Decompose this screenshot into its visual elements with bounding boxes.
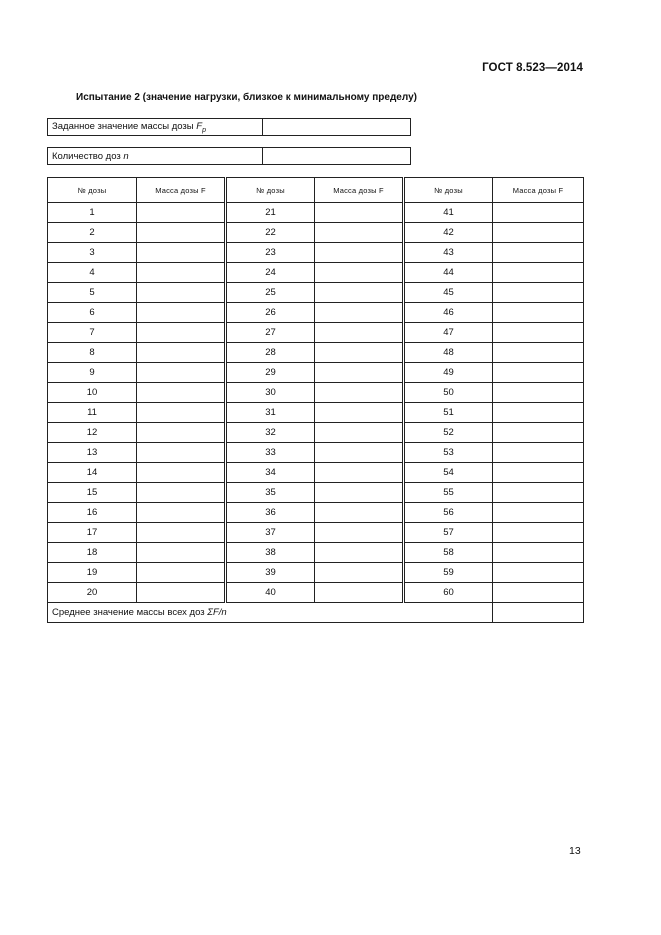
dose-mass-cell[interactable] xyxy=(315,483,404,503)
dose-number: 19 xyxy=(48,563,137,583)
target-mass-label: Заданное значение массы дозы $F_p$ xyxy=(48,119,263,136)
dose-number: 23 xyxy=(226,243,315,263)
dose-number: 45 xyxy=(404,283,493,303)
dose-mass-cell[interactable] xyxy=(493,283,584,303)
dose-mass-cell[interactable] xyxy=(493,563,584,583)
col-header-dose-no: № дозы xyxy=(226,178,315,203)
table-row xyxy=(48,323,584,343)
dose-number: 17 xyxy=(48,523,137,543)
dose-number: 44 xyxy=(404,263,493,283)
dose-mass-cell[interactable] xyxy=(315,223,404,243)
dose-mass-cell[interactable] xyxy=(137,243,226,263)
table-row xyxy=(48,203,584,223)
dose-mass-cell[interactable] xyxy=(493,443,584,463)
table-row xyxy=(48,263,584,283)
dose-mass-cell[interactable] xyxy=(493,223,584,243)
dose-number: 36 xyxy=(226,503,315,523)
dose-mass-cell[interactable] xyxy=(493,263,584,283)
dose-mass-cell[interactable] xyxy=(137,343,226,363)
dose-number: 5 xyxy=(48,283,137,303)
dose-number: 50 xyxy=(404,383,493,403)
dose-mass-cell[interactable] xyxy=(315,563,404,583)
table-row xyxy=(48,483,584,503)
dose-number: 28 xyxy=(226,343,315,363)
average-value[interactable] xyxy=(493,603,584,623)
dose-number: 2 xyxy=(48,223,137,243)
dose-mass-cell[interactable] xyxy=(137,223,226,243)
section-title: Испытание 2 (значение нагрузки, близкое к минимальному пределу) xyxy=(76,92,417,103)
dose-mass-cell[interactable] xyxy=(493,303,584,323)
dose-mass-cell[interactable] xyxy=(315,543,404,563)
table-row xyxy=(48,303,584,323)
dose-number: 7 xyxy=(48,323,137,343)
dose-mass-cell[interactable] xyxy=(315,343,404,363)
dose-number: 42 xyxy=(404,223,493,243)
table-row xyxy=(48,223,584,243)
table-row xyxy=(48,583,584,603)
dose-mass-cell[interactable] xyxy=(315,503,404,523)
dose-mass-cell[interactable] xyxy=(315,303,404,323)
dose-number: 37 xyxy=(226,523,315,543)
table-row xyxy=(48,343,584,363)
dose-count-label: Количество доз n xyxy=(48,148,263,165)
table-row xyxy=(48,403,584,423)
page-number: 13 xyxy=(569,845,581,857)
dose-number: 20 xyxy=(48,583,137,603)
table-row xyxy=(48,243,584,263)
dose-mass-cell[interactable] xyxy=(493,243,584,263)
dose-number: 22 xyxy=(226,223,315,243)
dose-number: 15 xyxy=(48,483,137,503)
dose-number: 11 xyxy=(48,403,137,423)
dose-number: 8 xyxy=(48,343,137,363)
dose-mass-cell[interactable] xyxy=(315,383,404,403)
dose-number: 12 xyxy=(48,423,137,443)
dose-number: 9 xyxy=(48,363,137,383)
table-row xyxy=(48,503,584,523)
dose-mass-cell[interactable] xyxy=(315,463,404,483)
dose-count-value[interactable] xyxy=(263,148,411,165)
dose-mass-cell[interactable] xyxy=(493,523,584,543)
average-label: Среднее значение массы всех доз ΣF/n xyxy=(48,603,493,623)
dose-number: 6 xyxy=(48,303,137,323)
dose-mass-cell[interactable] xyxy=(137,523,226,543)
dose-number: 31 xyxy=(226,403,315,423)
dose-number: 38 xyxy=(226,543,315,563)
dose-mass-cell[interactable] xyxy=(137,203,226,223)
dose-mass-cell[interactable] xyxy=(493,323,584,343)
col-header-dose-mass: Масса дозы F xyxy=(137,178,226,203)
dose-mass-cell[interactable] xyxy=(137,563,226,583)
dose-number: 59 xyxy=(404,563,493,583)
dose-mass-cell[interactable] xyxy=(137,263,226,283)
dose-mass-cell[interactable] xyxy=(137,483,226,503)
dose-mass-cell[interactable] xyxy=(493,403,584,423)
dose-number: 43 xyxy=(404,243,493,263)
target-mass-table xyxy=(47,118,411,136)
table-header-row xyxy=(48,178,584,203)
dose-mass-cell[interactable] xyxy=(315,523,404,543)
dose-number: 46 xyxy=(404,303,493,323)
dose-mass-cell[interactable] xyxy=(315,203,404,223)
dose-number: 4 xyxy=(48,263,137,283)
dose-mass-cell[interactable] xyxy=(137,583,226,603)
dose-mass-cell[interactable] xyxy=(493,463,584,483)
table-row xyxy=(48,283,584,303)
dose-number: 56 xyxy=(404,503,493,523)
dose-mass-cell[interactable] xyxy=(137,303,226,323)
dose-mass-cell[interactable] xyxy=(137,363,226,383)
dose-number: 51 xyxy=(404,403,493,423)
dose-mass-cell[interactable] xyxy=(493,383,584,403)
table-row xyxy=(48,363,584,383)
table-row xyxy=(48,443,584,463)
dose-number: 52 xyxy=(404,423,493,443)
col-header-dose-no: № дозы xyxy=(404,178,493,203)
dose-mass-cell[interactable] xyxy=(315,443,404,463)
dose-mass-cell[interactable] xyxy=(315,363,404,383)
dose-number: 30 xyxy=(226,383,315,403)
dose-mass-cell[interactable] xyxy=(137,383,226,403)
dose-number: 18 xyxy=(48,543,137,563)
dose-mass-cell[interactable] xyxy=(493,203,584,223)
dose-mass-cell[interactable] xyxy=(137,283,226,303)
dose-number: 1 xyxy=(48,203,137,223)
dose-mass-cell[interactable] xyxy=(137,403,226,423)
table-row xyxy=(48,423,584,443)
table-row xyxy=(48,463,584,483)
dose-mass-cell[interactable] xyxy=(493,543,584,563)
table-row xyxy=(48,523,584,543)
target-mass-value[interactable] xyxy=(263,119,411,136)
dose-mass-cell[interactable] xyxy=(315,263,404,283)
dose-number: 48 xyxy=(404,343,493,363)
dose-number: 16 xyxy=(48,503,137,523)
standard-code: ГОСТ 8.523—2014 xyxy=(482,62,583,74)
dose-mass-cell[interactable] xyxy=(137,323,226,343)
dose-number: 26 xyxy=(226,303,315,323)
dose-number: 27 xyxy=(226,323,315,343)
dose-mass-cell[interactable] xyxy=(493,343,584,363)
dose-number: 54 xyxy=(404,463,493,483)
target-mass-symbol: F xyxy=(196,120,203,132)
dose-mass-cell[interactable] xyxy=(493,583,584,603)
dose-number: 13 xyxy=(48,443,137,463)
dose-number: 25 xyxy=(226,283,315,303)
dose-mass-cell[interactable] xyxy=(493,503,584,523)
dose-mass-cell[interactable] xyxy=(137,503,226,523)
dose-number: 49 xyxy=(404,363,493,383)
dose-number: 41 xyxy=(404,203,493,223)
dose-number: 3 xyxy=(48,243,137,263)
dose-mass-cell[interactable] xyxy=(315,243,404,263)
dose-number: 60 xyxy=(404,583,493,603)
dose-mass-cell[interactable] xyxy=(315,583,404,603)
dose-number: 53 xyxy=(404,443,493,463)
dose-number: 35 xyxy=(226,483,315,503)
dose-mass-cell[interactable] xyxy=(493,363,584,383)
dose-mass-cell[interactable] xyxy=(493,423,584,443)
target-mass-subscript: p xyxy=(202,126,206,134)
col-header-dose-mass: Масса дозы F xyxy=(315,178,404,203)
dose-number: 21 xyxy=(226,203,315,223)
dose-mass-cell[interactable] xyxy=(137,463,226,483)
dose-count-symbol: n xyxy=(123,150,129,162)
dose-number: 47 xyxy=(404,323,493,343)
col-header-dose-no: № дозы xyxy=(48,178,137,203)
dose-number: 40 xyxy=(226,583,315,603)
dose-number: 24 xyxy=(226,263,315,283)
dose-mass-cell[interactable] xyxy=(315,283,404,303)
table-row xyxy=(48,563,584,583)
dose-number: 34 xyxy=(226,463,315,483)
dose-count-table xyxy=(47,147,411,165)
dose-mass-cell[interactable] xyxy=(493,483,584,503)
dose-mass-cell[interactable] xyxy=(137,443,226,463)
col-header-dose-mass: Масса дозы F xyxy=(493,178,584,203)
dose-number: 39 xyxy=(226,563,315,583)
dose-number: 14 xyxy=(48,463,137,483)
doses-table xyxy=(47,177,584,623)
table-row xyxy=(48,383,584,403)
dose-number: 33 xyxy=(226,443,315,463)
average-row xyxy=(48,603,584,623)
average-formula: ΣF/n xyxy=(207,607,227,618)
dose-number: 10 xyxy=(48,383,137,403)
dose-number: 58 xyxy=(404,543,493,563)
dose-mass-cell[interactable] xyxy=(315,423,404,443)
dose-mass-cell[interactable] xyxy=(315,323,404,343)
dose-mass-cell[interactable] xyxy=(315,403,404,423)
dose-number: 57 xyxy=(404,523,493,543)
dose-number: 32 xyxy=(226,423,315,443)
dose-number: 55 xyxy=(404,483,493,503)
dose-mass-cell[interactable] xyxy=(137,423,226,443)
dose-number: 29 xyxy=(226,363,315,383)
dose-mass-cell[interactable] xyxy=(137,543,226,563)
table-row xyxy=(48,543,584,563)
